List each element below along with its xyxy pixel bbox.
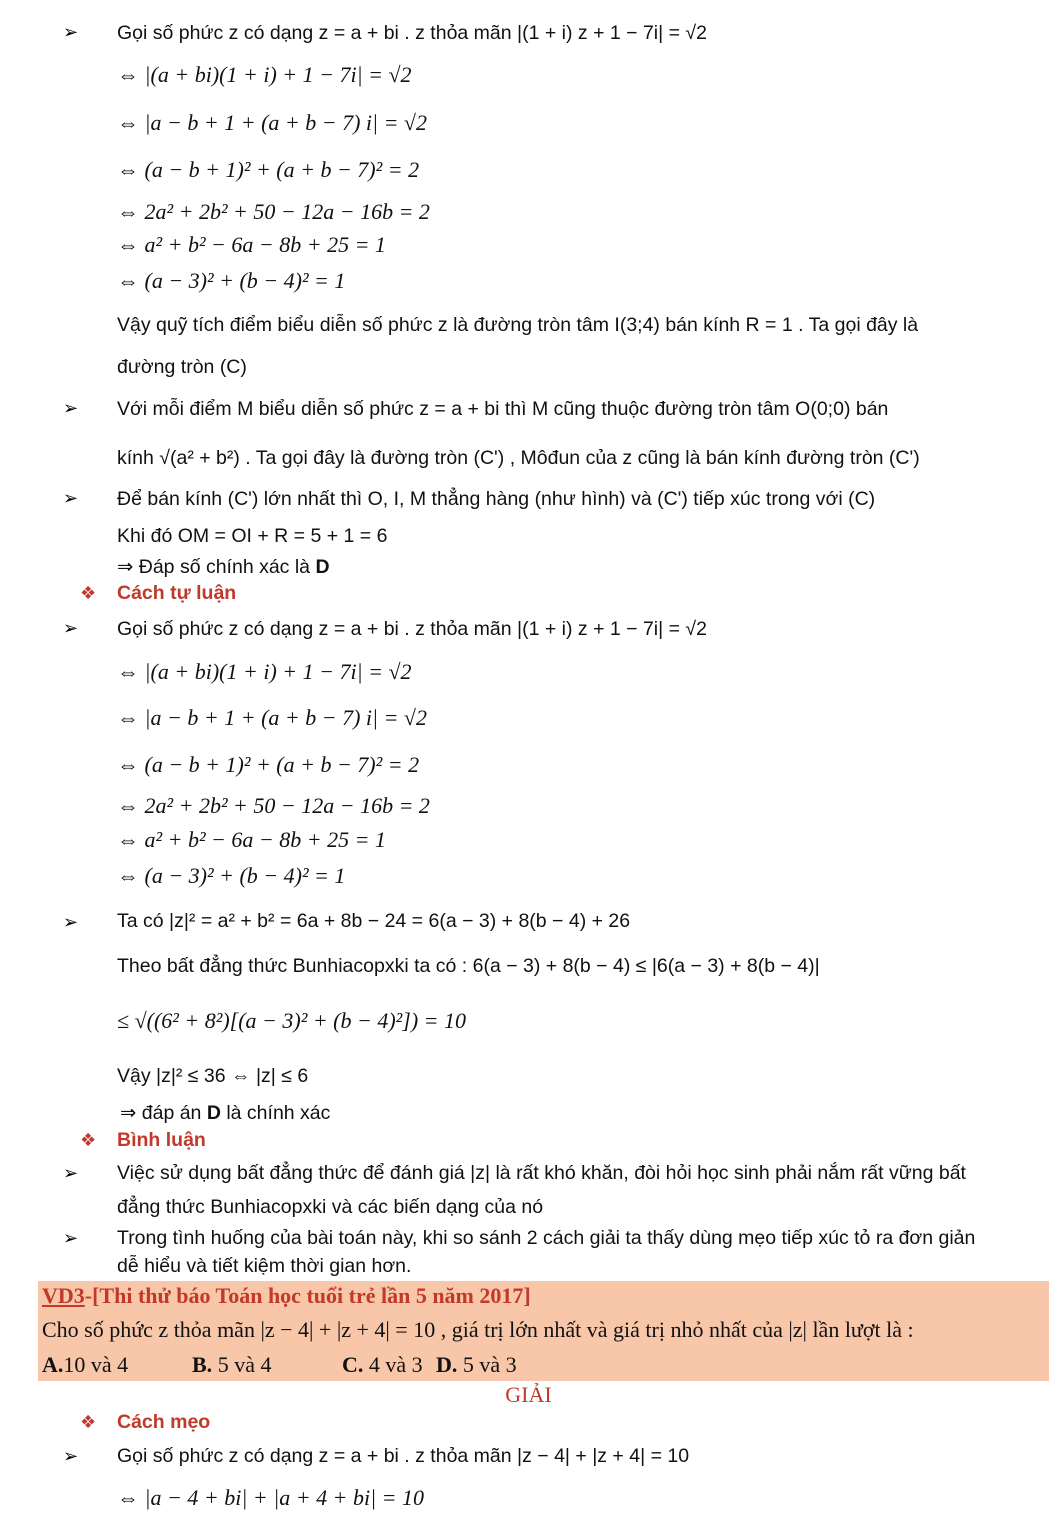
part1-conclusion-2: đường tròn (C) (117, 356, 247, 378)
part1-eq-1: ⇔ |(a + bi)(1 + i) + 1 − 7i| = √2 (117, 62, 412, 87)
part1-line1: Gọi số phức z có dạng z = a + bi . z thỏa mãn |(1 + i) z + 1 − 7i| = √2 (117, 22, 707, 44)
tuluan-eq-6: ⇔ (a − 3)² + (b − 4)² = 1 (117, 863, 346, 888)
vd3-option-b-label: B. (192, 1352, 213, 1377)
tuluan-answer-suffix: là chính xác (220, 1102, 331, 1124)
diamond-bullet-icon: ❖ (80, 1130, 97, 1151)
tuluan-vay: Vậy |z|² ≤ 36 ⇔ |z| ≤ 6 (117, 1065, 309, 1087)
bullet-arrow-icon: ➢ (63, 912, 79, 933)
part1-bullet3-line2: Khi đó OM = OI + R = 5 + 1 = 6 (117, 525, 388, 547)
giai-line2: ⇔ |a − 4 + bi| + |a + 4 + bi| = 10 (117, 1485, 424, 1510)
vd3-title (42, 1283, 531, 1309)
bullet-arrow-icon: ➢ (63, 1163, 79, 1184)
part1-eq-6: ⇔ (a − 3)² + (b − 4)² = 1 (117, 268, 346, 293)
vd3-title-rest: -[Thi thử báo Toán học tuổi trẻ lần 5 năm 2017] (84, 1283, 531, 1308)
diamond-bullet-icon: ❖ (80, 583, 97, 604)
tuluan-eq-1: ⇔ |(a + bi)(1 + i) + 1 − 7i| = √2 (117, 659, 412, 684)
bullet-arrow-icon: ➢ (63, 618, 79, 639)
vd3-option-d (436, 1352, 517, 1378)
tuluan-sqrt-line: ≤ √((6² + 8²)[(a − 3)² + (b − 4)²]) = 10 (117, 1008, 466, 1033)
vd3-option-a (42, 1352, 128, 1378)
tuluan-line1: Gọi số phức z có dạng z = a + bi . z thỏa mãn |(1 + i) z + 1 − 7i| = √2 (117, 618, 707, 640)
tuluan-answer-prefix: ⇒ đáp án (120, 1102, 207, 1124)
binhluan-b1-line2: đẳng thức Bunhiacopxki và các biến dạng của nó (117, 1196, 544, 1218)
vd3-option-a-label: A. (42, 1352, 64, 1377)
part1-bullet2-line2: kính √(a² + b²) . Ta gọi đây là đường tròn (C') , Môđun của z cũng là bán kính đường tròn (C') (117, 447, 920, 469)
part1-bullet3-line1: Để bán kính (C') lớn nhất thì O, I, M thẳng hàng (như hình) và (C') tiếp xúc trong với (C) (117, 488, 876, 510)
vd3-option-d-label: D. (436, 1352, 458, 1377)
heading-cach-meo: Cách mẹo (117, 1411, 211, 1433)
heading-cach-tu-luan: Cách tự luận (117, 582, 237, 604)
vd3-question: Cho số phức z thỏa mãn |z − 4| + |z + 4| = 10 , giá trị lớn nhất và giá trị nhỏ nhất của |z| lần lượt là : (42, 1317, 914, 1342)
vd3-option-b (192, 1352, 271, 1378)
part1-eq-3: ⇔ (a − b + 1)² + (a + b − 7)² = 2 (117, 157, 420, 182)
part1-answer-prefix: ⇒ Đáp số chính xác là (117, 556, 316, 578)
tuluan-eq-4: ⇔ 2a² + 2b² + 50 − 12a − 16b = 2 (117, 793, 430, 818)
tuluan-answer-letter: D (206, 1102, 221, 1124)
part1-eq-4: ⇔ 2a² + 2b² + 50 − 12a − 16b = 2 (117, 199, 430, 224)
giai-title: GIẢI (505, 1382, 552, 1407)
vd3-title-code: VD3 (42, 1283, 85, 1308)
diamond-bullet-icon: ❖ (80, 1412, 97, 1433)
binhluan-b2-line2: dễ hiểu và tiết kiệm thời gian hơn. (117, 1255, 412, 1277)
giai-line1: Gọi số phức z có dạng z = a + bi . z thỏa mãn |z − 4| + |z + 4| = 10 (117, 1445, 690, 1467)
tuluan-bunhia: Theo bất đẳng thức Bunhiacopxki ta có : 6(a − 3) + 8(b − 4) ≤ |6(a − 3) + 8(b − 4)| (117, 955, 820, 977)
vd3-option-c-text: 4 và 3 (363, 1352, 423, 1377)
tuluan-answer (120, 1101, 330, 1125)
part1-answer (117, 555, 330, 579)
tuluan-eq-3: ⇔ (a − b + 1)² + (a + b − 7)² = 2 (117, 752, 420, 777)
tuluan-eq-5: ⇔ a² + b² − 6a − 8b + 25 = 1 (117, 827, 386, 852)
vd3-option-d-text: 5 và 3 (457, 1352, 517, 1377)
bullet-arrow-icon: ➢ (63, 398, 79, 419)
part1-eq-2: ⇔ |a − b + 1 + (a + b − 7) i| = √2 (117, 110, 428, 135)
binhluan-b2-line1: Trong tình huống của bài toán này, khi so sánh 2 cách giải ta thấy dùng mẹo tiếp xúc tỏ ra đơn giản (117, 1227, 976, 1249)
part1-conclusion-1: Vậy quỹ tích điểm biểu diễn số phức z là đường tròn tâm I(3;4) bán kính R = 1 . Ta gọi đây là (117, 314, 919, 336)
tuluan-taco: Ta có |z|² = a² + b² = 6a + 8b − 24 = 6(a − 3) + 8(b − 4) + 26 (117, 910, 631, 932)
heading-binh-luan: Bình luận (117, 1129, 206, 1151)
bullet-arrow-icon: ➢ (63, 22, 79, 43)
tuluan-eq-2: ⇔ |a − b + 1 + (a + b − 7) i| = √2 (117, 705, 428, 730)
part1-bullet2-line1: Với mỗi điểm M biểu diễn số phức z = a + bi thì M cũng thuộc đường tròn tâm O(0;0) bán (117, 398, 889, 420)
binhluan-b1-line1: Việc sử dụng bất đẳng thức để đánh giá |z| là rất khó khăn, đòi hỏi học sinh phải nắm rất vững bất (117, 1162, 966, 1184)
bullet-arrow-icon: ➢ (63, 1228, 79, 1249)
vd3-option-c (342, 1352, 423, 1378)
vd3-option-c-label: C. (342, 1352, 364, 1377)
bullet-arrow-icon: ➢ (63, 488, 79, 509)
vd3-option-a-text: 10 và 4 (63, 1352, 129, 1377)
bullet-arrow-icon: ➢ (63, 1446, 79, 1467)
part1-eq-5: ⇔ a² + b² − 6a − 8b + 25 = 1 (117, 232, 386, 257)
vd3-option-b-text: 5 và 4 (212, 1352, 272, 1377)
part1-answer-letter: D (315, 556, 330, 578)
